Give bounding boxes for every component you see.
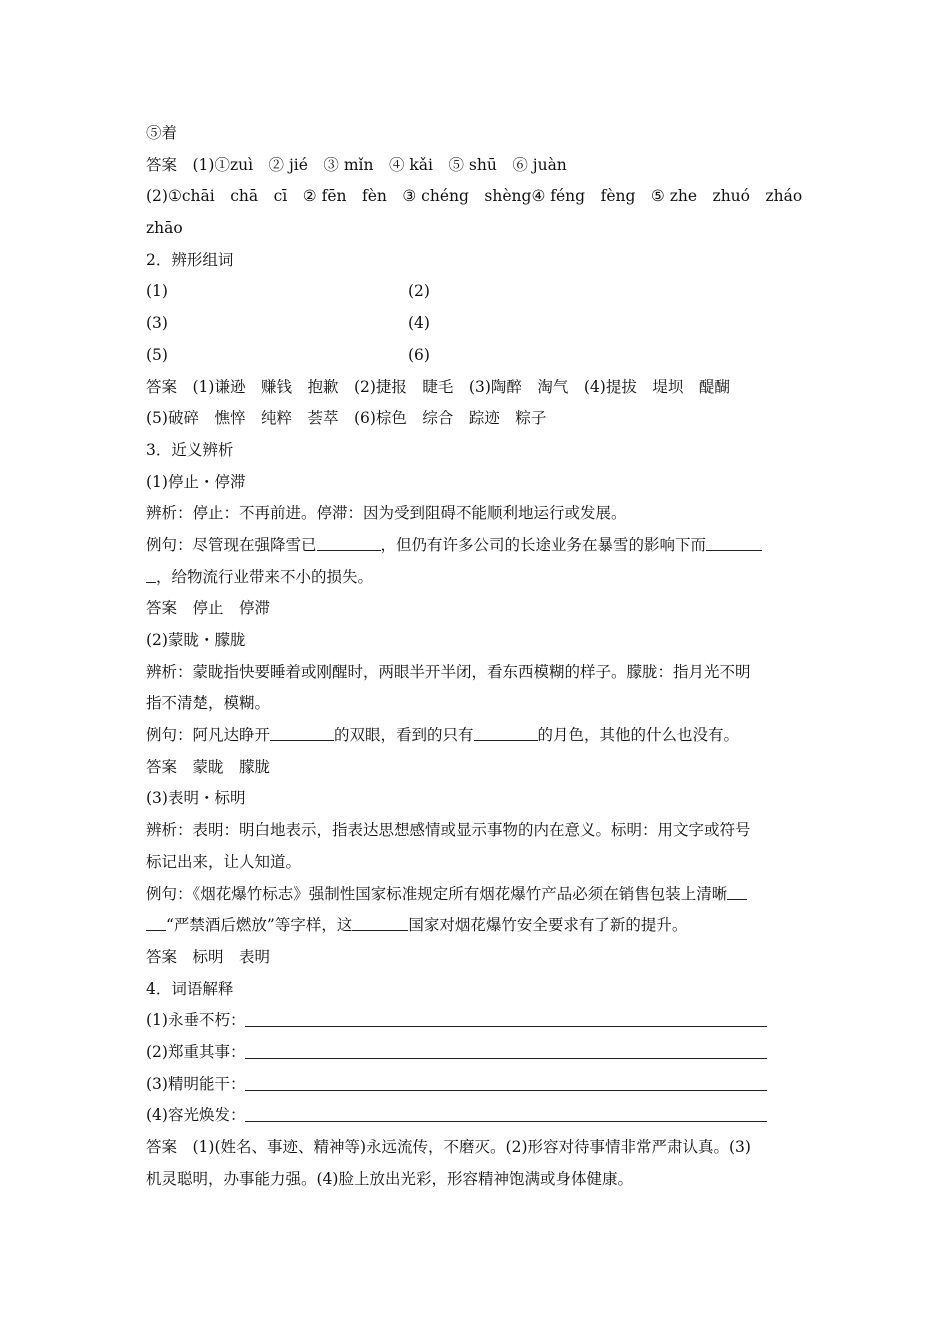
example-line: [146, 562, 810, 594]
fill-blank[interactable]: [146, 914, 166, 931]
example-text: 国家对烟花爆竹安全要求有了新的提升。: [408, 916, 688, 935]
example-text: 的月色，其他的什么也没有。: [537, 726, 740, 745]
grid-item: (4): [408, 314, 430, 333]
section-heading: 4．词语解释: [146, 979, 234, 998]
answer-line: 答案 标明 表明: [146, 947, 271, 966]
fill-blank[interactable]: [146, 566, 156, 583]
example-line: [146, 530, 810, 562]
example-text: ，但仍有许多公司的长途业务在暴雪的影响下而: [380, 535, 707, 554]
definition-row: [146, 1005, 810, 1037]
answer-line: 机灵聪明，办事能力强。(4)脸上放出光彩，形容精神饱满或身体健康。: [146, 1169, 633, 1188]
definition-row: [146, 1069, 810, 1101]
definition-term: (3)精明能干：: [146, 1074, 246, 1093]
fill-blank[interactable]: [352, 914, 408, 931]
answer-line: 答案 (1)①zuì ② jié ③ mǐn ④ kǎi ⑤ shū ⑥ juàn: [146, 155, 567, 174]
grid-item: (3): [146, 314, 168, 333]
sub-heading: (1)停止・停滞: [146, 472, 246, 491]
grid-item: (5): [146, 345, 168, 364]
fill-blank[interactable]: [706, 534, 762, 551]
fill-blank[interactable]: [474, 724, 538, 741]
example-text: 例句：《烟花爆竹标志》强制性国家标准规定所有烟花爆竹产品必须在销售包装上清晰: [146, 884, 728, 903]
sub-heading: (3)表明・标明: [146, 789, 246, 808]
definition-term: (1)永垂不朽：: [146, 1011, 246, 1030]
example-text: 例句：尽管现在强降雪已: [146, 535, 317, 554]
fill-blank[interactable]: [727, 883, 747, 900]
grid-item: (2): [408, 282, 430, 301]
sub-heading: (2)蒙眬・朦胧: [146, 631, 246, 649]
answer-blank-line[interactable]: [245, 1072, 767, 1091]
document-page: [146, 118, 810, 1195]
section-heading: 3．近义辨析: [146, 440, 234, 459]
answer-line: 答案 (1)谦逊 赚钱 抱歉 (2)捷报 睫毛 (3)陶醉 淘气 (4)提拔 堤坝 醍醐: [146, 377, 730, 396]
definition-row: [146, 1037, 810, 1069]
answer-blank-line[interactable]: [245, 1008, 767, 1027]
definition-term: (4)容光焕发：: [146, 1106, 246, 1125]
section-heading: 2．辨形组词: [146, 250, 234, 269]
answer-blank-line[interactable]: [245, 1103, 767, 1122]
answer-line: (5)破碎 憔悴 纯粹 荟萃 (6)棕色 综合 踪迹 粽子: [146, 409, 547, 428]
example-text: 例句：阿凡达睁开: [146, 726, 271, 745]
example-text: “严禁酒后燃放”等字样，这: [166, 916, 353, 935]
example-line: [146, 720, 810, 752]
text-line: ⑤着: [146, 124, 178, 142]
analysis-line: 辨析：蒙眬指快要睡着或刚醒时，两眼半开半闭，看东西模糊的样子。朦胧：指月光不明: [146, 662, 751, 681]
fill-blank[interactable]: [317, 534, 381, 551]
answer-line: 答案 蒙眬 朦胧: [146, 757, 271, 776]
analysis-line: 辨析：表明：明白地表示，指表达思想感情或显示事物的内在意义。标明：用文字或符号: [146, 821, 751, 840]
analysis-line: 辨析：停止：不再前进。停滞：因为受到阻碍不能顺利地运行或发展。: [146, 504, 627, 523]
answer-line: 答案 (1)(姓名、事迹、精神等)永远流传，不磨灭。(2)形容对待事情非常严肃认真。(3): [146, 1138, 751, 1156]
blank-grid-row: [146, 308, 810, 340]
blank-grid-row: [146, 340, 810, 372]
example-text: 的双眼，看到的只有: [334, 726, 474, 745]
definition-row: [146, 1100, 810, 1132]
answer-line: 答案 停止 停滞: [146, 599, 271, 618]
grid-item: (6): [408, 345, 430, 364]
answer-line: zhāo: [146, 219, 183, 238]
grid-item: (1): [146, 282, 168, 301]
definition-term: (2)郑重其事：: [146, 1042, 246, 1061]
analysis-line: 指不清楚，模糊。: [146, 694, 271, 713]
blank-grid-row: [146, 276, 810, 308]
example-text: ，给物流行业带来不小的损失。: [156, 567, 374, 586]
answer-line: (2)①chāi chā cī ② fēn fèn ③ chéng shèng④ féng fèng ⑤ zhe zhuó zháo: [146, 187, 803, 206]
analysis-line: 标记出来，让人知道。: [146, 852, 302, 871]
answer-blank-line[interactable]: [245, 1040, 767, 1059]
example-line: [146, 879, 810, 911]
example-line: [146, 910, 810, 942]
fill-blank[interactable]: [270, 724, 334, 741]
